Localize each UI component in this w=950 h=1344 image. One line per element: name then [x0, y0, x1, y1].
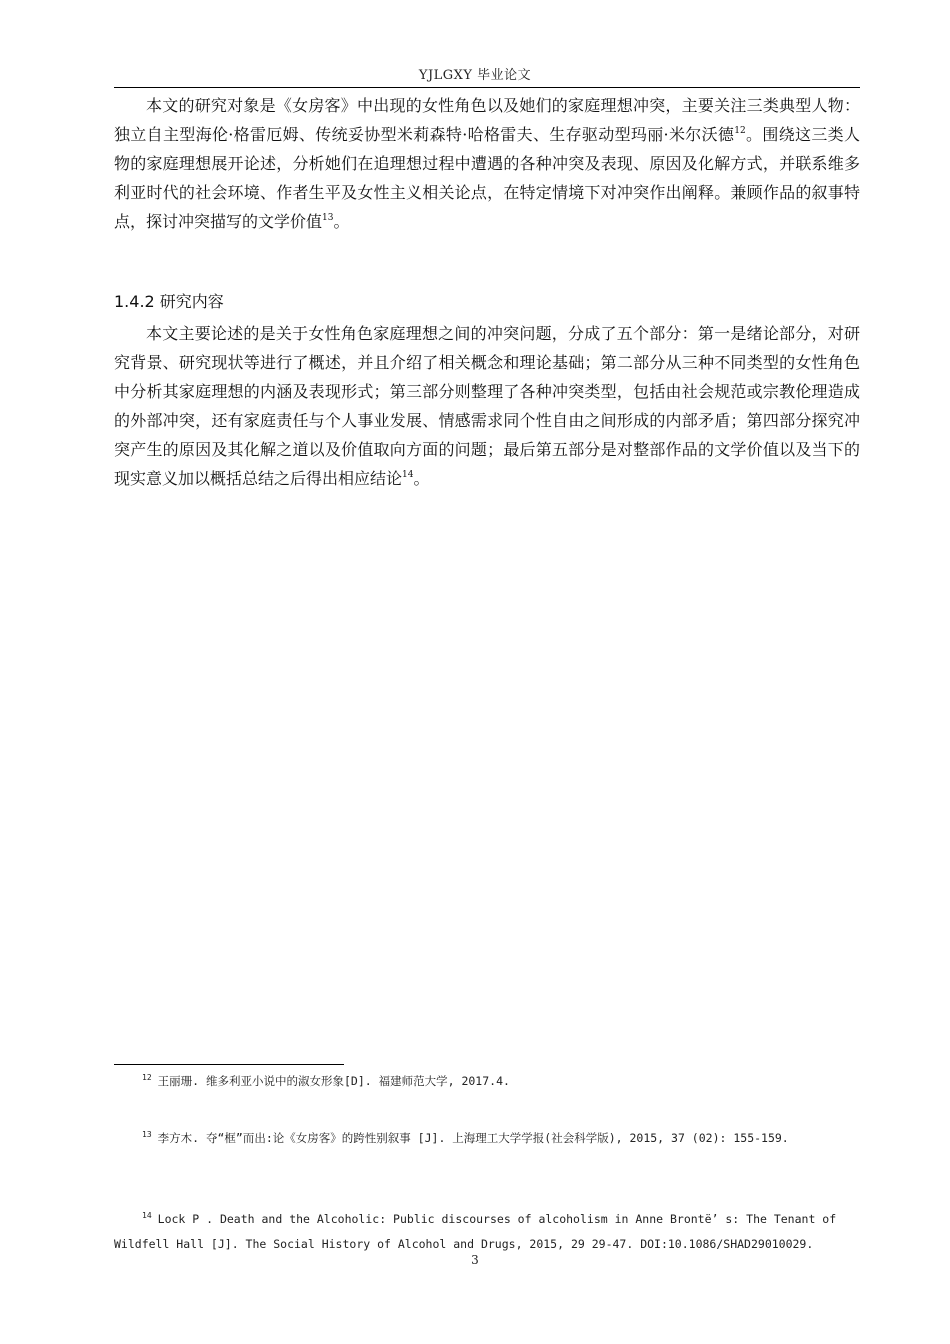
- footnote-ref-13[interactable]: 13: [322, 213, 334, 223]
- footnote-separator: [114, 1064, 344, 1065]
- page-number: 3: [471, 1253, 479, 1267]
- footnote-text: 王丽珊. 维多利亚小说中的淑女形象[D]. 福建师范大学, 2017.4.: [157, 1074, 510, 1088]
- footnote-13: [114, 1126, 862, 1151]
- header-title: YJLGXY 毕业论文: [418, 68, 532, 83]
- footnote-number: 14: [142, 1211, 152, 1220]
- section-heading: 1.4.2 研究内容: [114, 292, 224, 311]
- footnote-text: 李方木. 夺“框”而出:论《女房客》的跨性别叙事 [J]. 上海理工大学学报(社会科学版), 2015, 37 (02): 155-159.: [157, 1131, 789, 1145]
- footnote-text: Lock P . Death and the Alcoholic: Public discourses of alcoholism in Anne Brontë’ s: The Tenant of Wildfell Hall [J]. The Social History of Alcohol and Drugs, 2015, 29 29-47. DOI:10.1086/SHAD29010029.: [114, 1212, 837, 1251]
- paragraph-research-object: [114, 91, 860, 236]
- footnote-12: [114, 1069, 862, 1094]
- paragraph-text: 本文主要论述的是关于女性角色家庭理想之间的冲突问题，分成了五个部分：第一是绪论部分，对研究背景、研究现状等进行了概述，并且介绍了相关概念和理论基础；第二部分从三种不同类型的女性角色中分析其家庭理想的内涵及表现形式；第三部分则整理了各种冲突类型，包括由社会规范或宗教伦理造成的外部冲突，还有家庭责任与个人事业发展、情感需求同个性自由之间形成的内部矛盾；第四部分探究冲突产生的原因及其化解之道以及价值取向方面的问题；最后第五部分是对整部作品的文学价值以及当下的现实意义加以概括总结之后得出相应结论: [114, 324, 860, 488]
- paragraph-text: 本文的研究对象是《女房客》中出现的女性角色以及她们的家庭理想冲突，主要关注三类典型人物：独立自主型海伦·格雷厄姆、传统妥协型米莉森特·哈格雷夫、生存驱动型玛丽·米尔沃德: [114, 96, 860, 144]
- footnote-ref-12[interactable]: 12: [734, 126, 746, 136]
- footnote-ref-14[interactable]: 14: [402, 470, 414, 480]
- footnote-number: 12: [142, 1073, 152, 1082]
- header-rule: [114, 87, 860, 88]
- footnote-14: [114, 1207, 862, 1257]
- paragraph-text: 。: [413, 469, 430, 488]
- paragraph-text: 。围绕这三类人物的家庭理想展开论述，分析她们在追理想过程中遭遇的各种冲突及表现、原因及化解方式，并联系维多利亚时代的社会环境、作者生平及女性主义相关论点，在特定情境下对冲突作出阐释。兼顾作品的叙事特点，探讨冲突描写的文学价值: [114, 125, 860, 231]
- paragraph-research-content: [114, 319, 860, 493]
- paragraph-text: 。: [333, 212, 350, 231]
- footnote-number: 13: [142, 1130, 152, 1139]
